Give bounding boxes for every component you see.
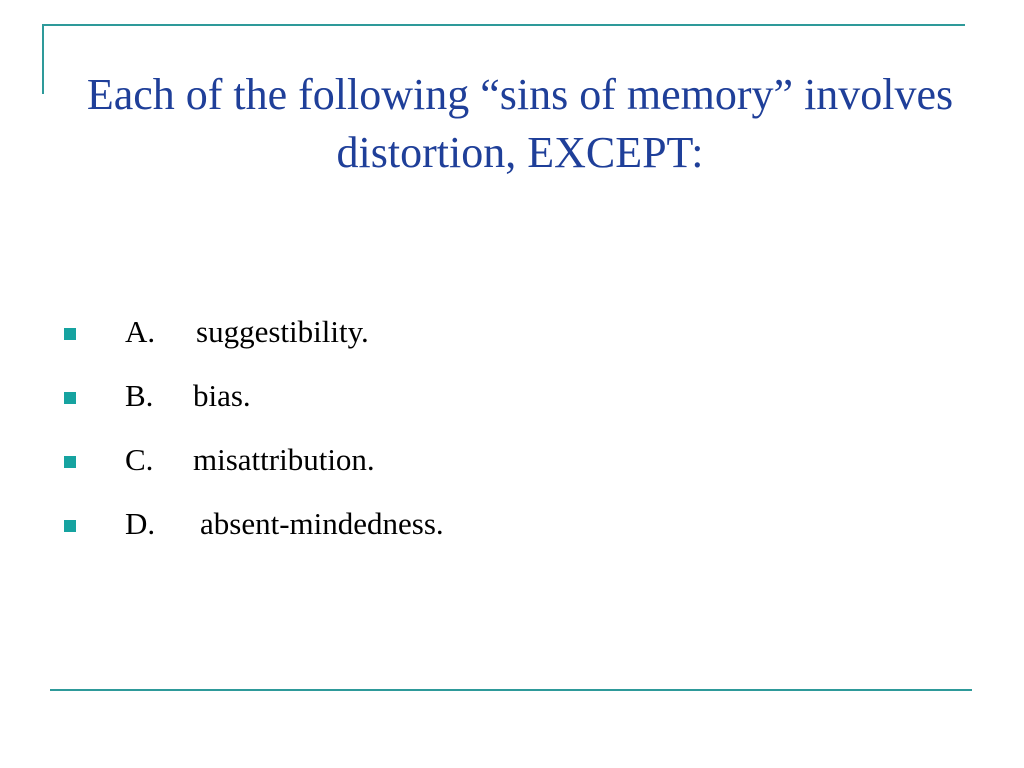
option-letter: B. [125, 378, 154, 413]
option-text: suggestibility. [196, 314, 369, 349]
frame-left-line [42, 24, 44, 94]
frame-bottom-line [50, 689, 972, 691]
square-bullet-icon [64, 328, 76, 340]
option-letter: A. [125, 314, 156, 349]
square-bullet-icon [64, 392, 76, 404]
frame-top-line [42, 24, 965, 26]
square-bullet-icon [64, 456, 76, 468]
option-text: misattribution. [193, 442, 375, 477]
option-text: absent-mindedness. [200, 506, 444, 541]
option-letter: D. [125, 506, 156, 541]
slide-title: Each of the following “sins of memory” involves distortion, EXCEPT: [86, 70, 954, 177]
option-text: bias. [193, 378, 251, 413]
square-bullet-icon [64, 520, 76, 532]
option-letter: C. [125, 442, 154, 477]
